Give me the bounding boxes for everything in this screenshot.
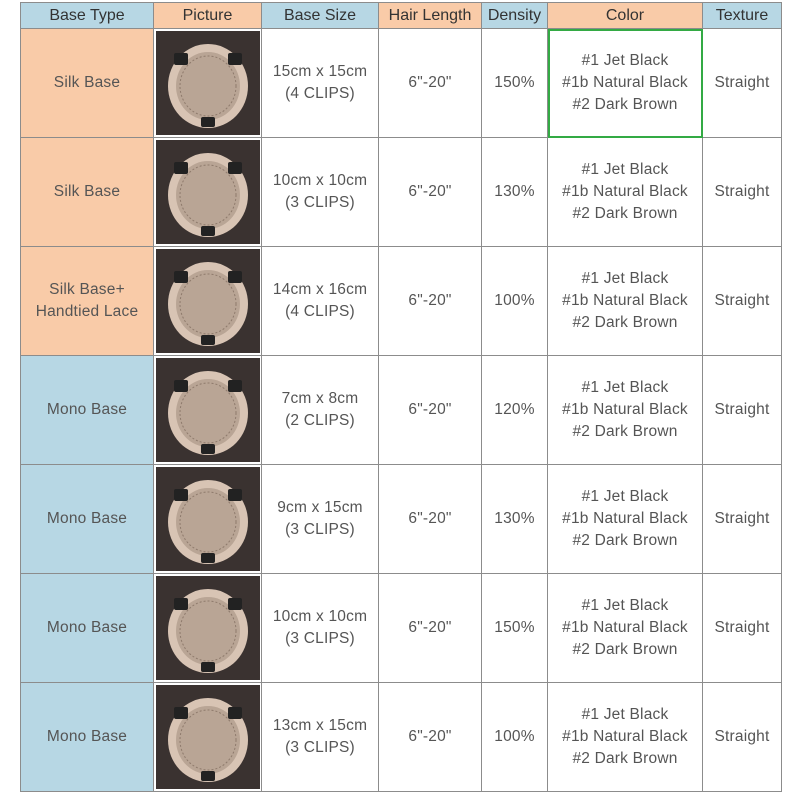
color-option: #2 Dark Brown (572, 641, 678, 658)
base-size-cell (262, 683, 379, 792)
color-cell[interactable] (548, 29, 703, 138)
color-cell (548, 465, 703, 574)
mono-base-topper-photo (156, 358, 260, 462)
header-picture: Picture (154, 3, 262, 29)
density-cell: 150% (482, 574, 548, 683)
clip-count: (4 CLIPS) (285, 303, 355, 320)
color-option: #1b Natural Black (562, 510, 688, 527)
color-option: #1b Natural Black (562, 401, 688, 418)
table-row (21, 356, 782, 465)
mono-base-topper-photo (156, 576, 260, 680)
mono-base-topper-photo (156, 685, 260, 789)
color-option: #2 Dark Brown (572, 750, 678, 767)
color-option: #1 Jet Black (581, 52, 669, 69)
density-cell: 100% (482, 683, 548, 792)
color-option: #2 Dark Brown (572, 314, 678, 331)
base-size: 9cm x 15cm (277, 499, 363, 516)
hair-length-cell: 6"-20" (379, 138, 482, 247)
base-size-cell (262, 138, 379, 247)
clip-count: (3 CLIPS) (285, 194, 355, 211)
hair-length-cell: 6"-20" (379, 29, 482, 138)
color-option: #1 Jet Black (581, 270, 669, 287)
base-type-cell (21, 683, 154, 792)
base-size: 15cm x 15cm (272, 63, 368, 80)
color-option: #1b Natural Black (562, 728, 688, 745)
base-type-line: Silk Base (53, 74, 121, 91)
lace-base-topper-photo (156, 249, 260, 353)
color-option: #2 Dark Brown (572, 205, 678, 222)
color-cell (548, 356, 703, 465)
base-size: 10cm x 10cm (272, 172, 368, 189)
picture-cell (154, 574, 262, 683)
texture-cell: Straight (703, 356, 782, 465)
hair-length-cell: 6"-20" (379, 683, 482, 792)
base-size: 10cm x 10cm (272, 608, 368, 625)
silk-base-topper-photo (156, 140, 260, 244)
picture-cell (154, 465, 262, 574)
color-option: #1 Jet Black (581, 488, 669, 505)
color-cell (548, 683, 703, 792)
hair-length-cell: 6"-20" (379, 247, 482, 356)
base-size: 7cm x 8cm (281, 390, 359, 407)
base-type-cell (21, 574, 154, 683)
table-row (21, 29, 782, 138)
base-size-cell (262, 247, 379, 356)
table-row (21, 138, 782, 247)
header-hair-length: Hair Length (379, 3, 482, 29)
header-row (21, 3, 782, 29)
silk-base-topper-photo (156, 31, 260, 135)
base-type-line: Mono Base (46, 510, 128, 527)
base-size: 14cm x 16cm (272, 281, 368, 298)
base-type-cell (21, 247, 154, 356)
header-base-type: Base Type (21, 3, 154, 29)
table-row (21, 574, 782, 683)
clip-count: (3 CLIPS) (285, 630, 355, 647)
density-cell: 120% (482, 356, 548, 465)
texture-cell: Straight (703, 29, 782, 138)
color-option: #1 Jet Black (581, 379, 669, 396)
density-cell: 100% (482, 247, 548, 356)
clip-count: (4 CLIPS) (285, 85, 355, 102)
header-texture: Texture (703, 3, 782, 29)
hair-length-cell: 6"-20" (379, 356, 482, 465)
base-type-line: Silk Base (53, 183, 121, 200)
base-size-cell (262, 356, 379, 465)
clip-count: (3 CLIPS) (285, 739, 355, 756)
clip-count: (2 CLIPS) (285, 412, 355, 429)
base-type-cell (21, 465, 154, 574)
color-option: #2 Dark Brown (572, 532, 678, 549)
color-cell (548, 138, 703, 247)
color-option: #2 Dark Brown (572, 96, 678, 113)
base-type-line: Mono Base (46, 619, 128, 636)
base-type-line: Handtied Lace (35, 303, 139, 320)
base-type-cell (21, 356, 154, 465)
picture-cell (154, 138, 262, 247)
texture-cell: Straight (703, 683, 782, 792)
base-type-line: Mono Base (46, 401, 128, 418)
texture-cell: Straight (703, 138, 782, 247)
base-size-cell (262, 574, 379, 683)
picture-cell (154, 29, 262, 138)
base-type-cell (21, 138, 154, 247)
color-option: #1b Natural Black (562, 183, 688, 200)
header-density: Density (482, 3, 548, 29)
color-option: #1b Natural Black (562, 619, 688, 636)
color-option: #1 Jet Black (581, 161, 669, 178)
texture-cell: Straight (703, 247, 782, 356)
clip-count: (3 CLIPS) (285, 521, 355, 538)
picture-cell (154, 356, 262, 465)
table-row (21, 465, 782, 574)
color-option: #1b Natural Black (562, 74, 688, 91)
base-type-line: Silk Base+ (49, 281, 125, 298)
density-cell: 130% (482, 138, 548, 247)
texture-cell: Straight (703, 465, 782, 574)
texture-cell: Straight (703, 574, 782, 683)
color-option: #2 Dark Brown (572, 423, 678, 440)
header-base-size: Base Size (262, 3, 379, 29)
color-cell (548, 574, 703, 683)
base-type-cell (21, 29, 154, 138)
product-spec-table (20, 2, 782, 792)
color-cell (548, 247, 703, 356)
picture-cell (154, 247, 262, 356)
mono-base-topper-photo (156, 467, 260, 571)
base-type-line: Mono Base (46, 728, 128, 745)
table-row (21, 683, 782, 792)
picture-cell (154, 683, 262, 792)
color-option: #1 Jet Black (581, 597, 669, 614)
table-row (21, 247, 782, 356)
hair-length-cell: 6"-20" (379, 574, 482, 683)
hair-length-cell: 6"-20" (379, 465, 482, 574)
base-size-cell (262, 465, 379, 574)
color-option: #1b Natural Black (562, 292, 688, 309)
density-cell: 150% (482, 29, 548, 138)
density-cell: 130% (482, 465, 548, 574)
base-size: 13cm x 15cm (272, 717, 368, 734)
color-option: #1 Jet Black (581, 706, 669, 723)
base-size-cell (262, 29, 379, 138)
header-color: Color (548, 3, 703, 29)
